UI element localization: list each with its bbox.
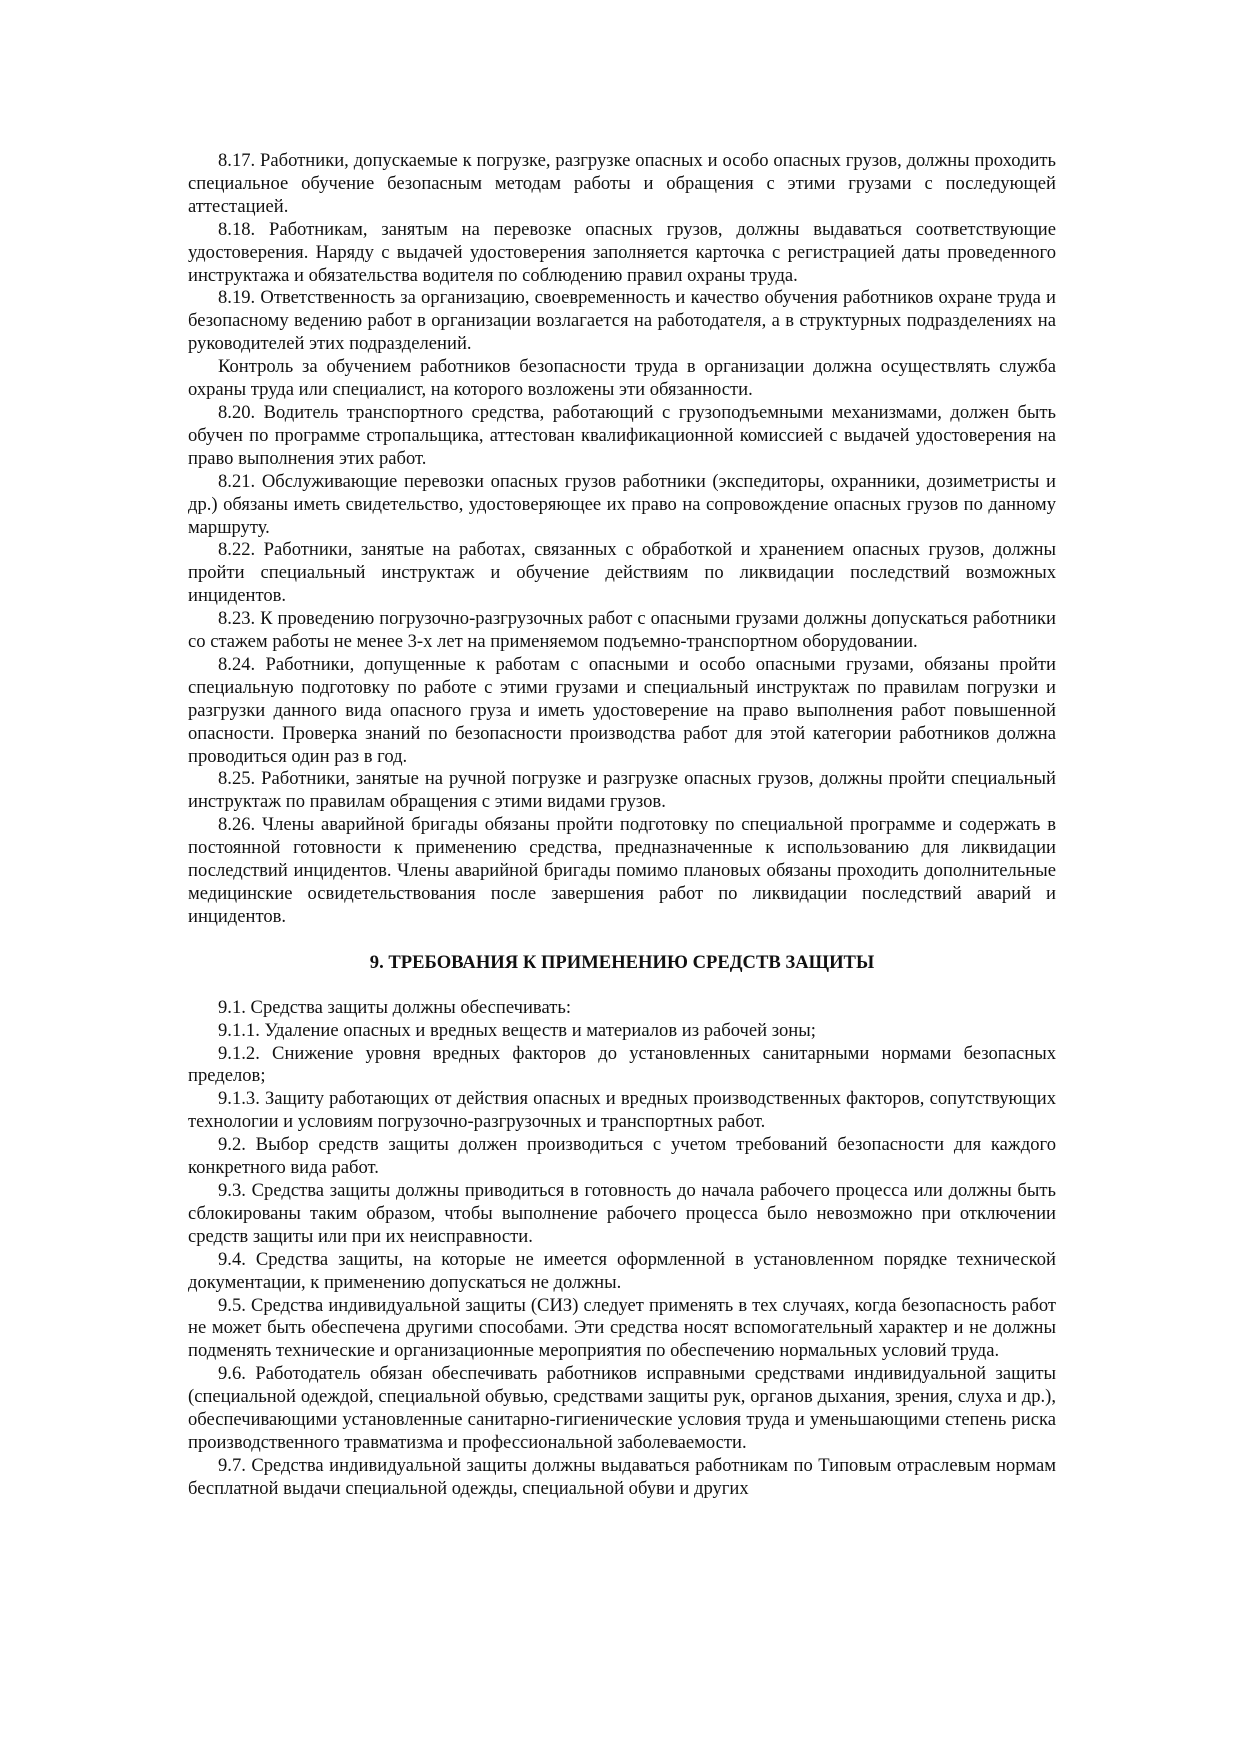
paragraph-9-6: 9.6. Работодатель обязан обеспечивать работников исправными средствами индивидуальной защиты (специальной одеждой, специальной обувью, средствами защиты рук, органов дыхания, зрения, слуха и др.), обеспечивающими установленные санитарно-гигиенические условия труда и уменьшающими степень риска производственного травматизма и профессиональной заболеваемости. [188, 1363, 1056, 1453]
paragraph-8-24: 8.24. Работники, допущенные к работам с опасными и особо опасными грузами, обязаны пройти специальную подготовку по работе с этими грузами и специальный инструктаж по правилам погрузки и разгрузки данного вида опасного груза и иметь удостоверение на право выполнения работ повышенной опасности. Проверка знаний по безопасности производства работ для этой категории работников должна проводиться один раз в год. [188, 653, 1056, 767]
document-page [188, 150, 1056, 1501]
paragraph-control: Контроль за обучением работников безопасности труда в организации должна осуществлять служба охраны труда или специалист, на которого возложены эти обязанности. [188, 356, 1056, 401]
paragraph-9-1-1: 9.1.1. Удаление опасных и вредных веществ и материалов из рабочей зоны; [218, 1019, 816, 1041]
paragraph-9-7: 9.7. Средства индивидуальной защиты должны выдаваться работникам по Типовым отраслевым нормам бесплатной выдачи специальной одежды, специальной обуви и других [188, 1454, 1056, 1499]
paragraph-9-1: 9.1. Средства защиты должны обеспечивать: [218, 996, 571, 1018]
paragraph-9-2: 9.2. Выбор средств защиты должен производиться с учетом требований безопасности для каждого конкретного вида работ. [188, 1134, 1056, 1179]
paragraph-8-17: 8.17. Работники, допускаемые к погрузке, разгрузке опасных и особо опасных грузов, должны проходить специальное обучение безопасным методам работы и обращения с этими грузами с последующей аттестацией. [188, 150, 1056, 217]
paragraph-8-25: 8.25. Работники, занятые на ручной погрузке и разгрузке опасных грузов, должны пройти специальный инструктаж по правилам обращения с этими видами грузов. [188, 768, 1056, 813]
paragraph-8-19: 8.19. Ответственность за организацию, своевременность и качество обучения работников охране труда и безопасному ведению работ в организации возлагается на работодателя, а в структурных подразделениях на руководителей этих подразделений. [188, 287, 1056, 355]
paragraph-9-1-2: 9.1.2. Снижение уровня вредных факторов до установленных санитарными нормами безопасных пределов; [188, 1042, 1056, 1087]
paragraph-9-3: 9.3. Средства защиты должны приводиться в готовность до начала рабочего процесса или должны быть сблокированы таким образом, чтобы выполнение рабочего процесса было невозможно при отключении средств защиты или при их неисправности. [188, 1179, 1056, 1247]
paragraph-8-26: 8.26. Члены аварийной бригады обязаны пройти подготовку по специальной программе и содержать в постоянной готовности к применению средства, предназначенные к использованию для ликвидации последствий инцидентов. Члены аварийной бригады помимо плановых обязаны проходить дополнительные медицинские освидетельствования после завершения работ по ликвидации последствий аварий и инцидентов. [188, 814, 1056, 927]
paragraph-8-21: 8.21. Обслуживающие перевозки опасных грузов работники (экспедиторы, охранники, дозиметристы и др.) обязаны иметь свидетельство, удостоверяющее их право на сопровождение опасных грузов по данному маршруту. [188, 470, 1056, 538]
paragraph-9-5: 9.5. Средства индивидуальной защиты (СИЗ) следует применять в тех случаях, когда безопасность работ не может быть обеспечена другими способами. Эти средства носят вспомогательный характер и не должны подменять технические и организационные мероприятия по обеспечению нормальных условий труда. [188, 1294, 1056, 1362]
paragraph-9-4: 9.4. Средства защиты, на которые не имеется оформленной в установленном порядке технической документации, к применению допускаться не должны. [188, 1248, 1056, 1293]
paragraph-8-20: 8.20. Водитель транспортного средства, работающий с грузоподъемными механизмами, должен быть обучен по программе стропальщика, аттестован квалификационной комиссией с выдачей удостоверения на право выполнения этих работ. [188, 401, 1056, 469]
paragraph-8-23: 8.23. К проведению погрузочно-разгрузочных работ с опасными грузами должны допускаться работники со стажем работы не менее 3-х лет на применяемом подъемно-транспортном оборудовании. [188, 608, 1056, 653]
section-9-heading: 9. ТРЕБОВАНИЯ К ПРИМЕНЕНИЮ СРЕДСТВ ЗАЩИТЫ [369, 951, 875, 973]
paragraph-9-1-3: 9.1.3. Защиту работающих от действия опасных и вредных производственных факторов, сопутствующих технологии и условиям погрузочно-разгрузочных и транспортных работ. [188, 1088, 1056, 1133]
paragraph-8-18: 8.18. Работникам, занятым на перевозке опасных грузов, должны выдаваться соответствующие удостоверения. Наряду с выдачей удостоверения заполняется карточка с регистрацией даты проведенного инструктажа и обязательства водителя по соблюдению правил охраны труда. [188, 218, 1056, 286]
paragraph-8-22: 8.22. Работники, занятые на работах, связанных с обработкой и хранением опасных грузов, должны пройти специальный инструктаж и обучение действиям по ликвидации последствий возможных инцидентов. [188, 539, 1056, 607]
